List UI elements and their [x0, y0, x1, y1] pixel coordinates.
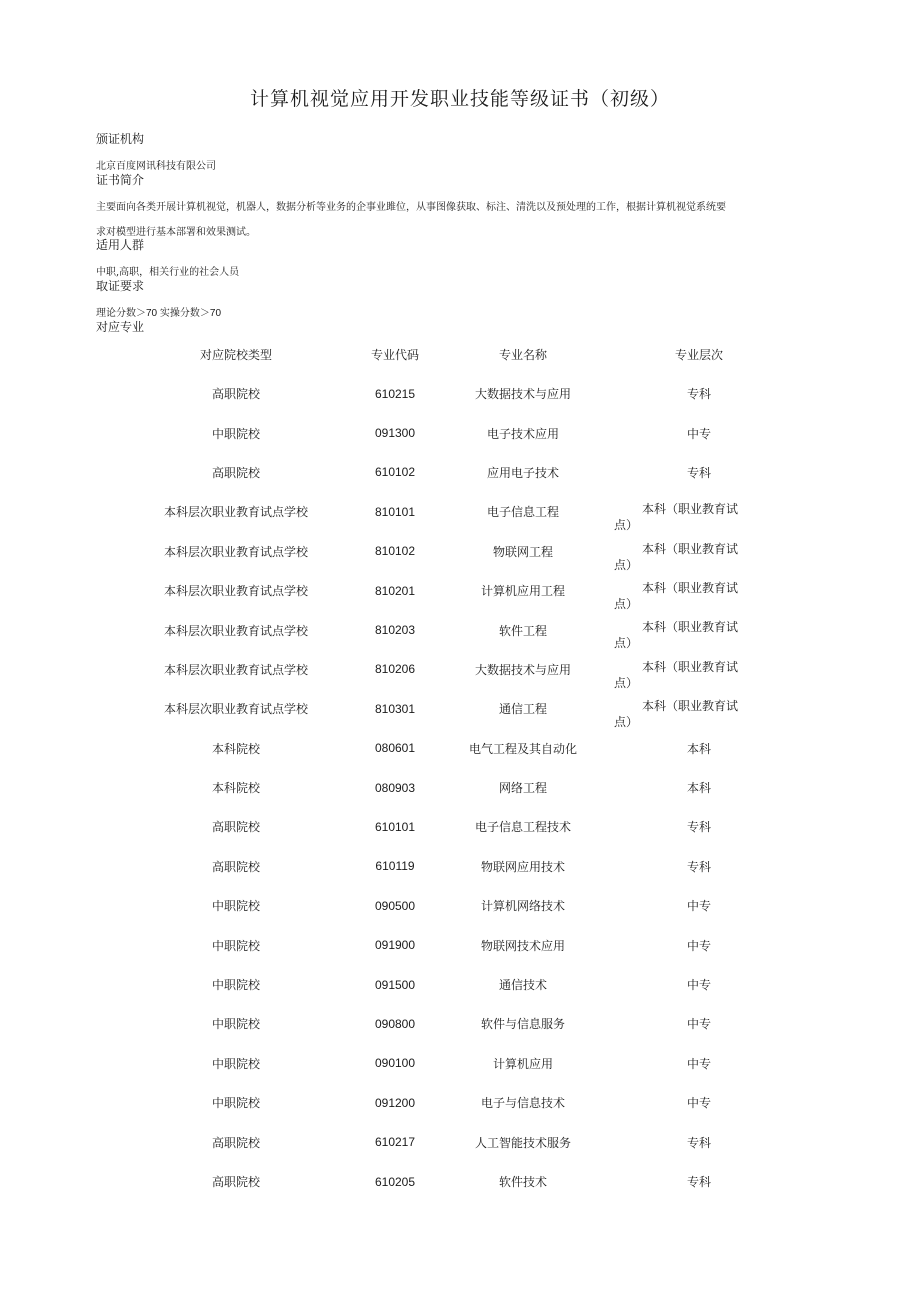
- table-row: [0, 847, 920, 886]
- table-row: [0, 729, 920, 768]
- table-row: [0, 610, 920, 649]
- cell-major-code: 091500: [374, 977, 416, 992]
- cell-major-level: 专科: [686, 1135, 711, 1150]
- table-row: [0, 1044, 920, 1083]
- cell-major-name: 人工智能技术服务: [474, 1135, 571, 1150]
- cell-major-level: [608, 610, 790, 649]
- cell-school-type: 本科院校: [211, 741, 260, 756]
- cell-major-code: 810206: [374, 662, 416, 677]
- issuer-label: 颁证机构: [96, 132, 145, 146]
- cell-major-code: 810102: [374, 544, 416, 559]
- cell-school-type: 高职院校: [211, 387, 260, 402]
- header-major-level: 专业层次: [674, 347, 723, 362]
- cell-major-code: 810203: [374, 623, 416, 638]
- cell-major-level: [608, 532, 790, 571]
- cell-major-name: 物联网应用技术: [480, 859, 565, 874]
- cell-major-code: 810101: [374, 504, 416, 519]
- cell-major-code: 810201: [374, 583, 416, 598]
- table-row: [0, 492, 920, 531]
- cell-major-level: 中专: [686, 1017, 711, 1032]
- cell-school-type: 本科层次职业教育试点学校: [163, 544, 308, 559]
- cell-major-level: [608, 571, 790, 610]
- cell-major-code: 610215: [374, 386, 416, 401]
- cell-school-type: 本科层次职业教育试点学校: [163, 702, 308, 717]
- cell-major-code: 091200: [374, 1095, 416, 1110]
- level-line-1: 本科（职业教育试: [642, 659, 739, 674]
- cell-major-level: 专科: [686, 859, 711, 874]
- table-row: [0, 925, 920, 964]
- cell-major-code: 091900: [374, 938, 416, 953]
- cell-school-type: 高职院校: [211, 820, 260, 835]
- cell-major-name: 物联网工程: [492, 544, 553, 559]
- cell-major-name: 大数据技术与应用: [474, 662, 571, 677]
- cell-major-level: 中专: [686, 978, 711, 993]
- cell-major-name: 电子与信息技术: [480, 1096, 565, 1111]
- issuer-value: 北京百度网讯科技有限公司: [96, 161, 216, 172]
- table-row: [0, 768, 920, 807]
- cell-school-type: 中职院校: [211, 938, 260, 953]
- cell-school-type: 高职院校: [211, 859, 260, 874]
- level-line-1: 本科（职业教育试: [642, 580, 739, 595]
- cell-major-code: 080903: [374, 780, 416, 795]
- intro-label: 证书简介: [96, 173, 145, 187]
- cell-major-level: 中专: [686, 938, 711, 953]
- table-row: [0, 453, 920, 492]
- cell-major-level: 专科: [686, 387, 711, 402]
- cell-major-code: 610205: [374, 1174, 416, 1189]
- cell-major-name: 应用电子技术: [486, 465, 559, 480]
- cell-major-level: 专科: [686, 1175, 711, 1189]
- requirement-label: 取证要求: [96, 279, 145, 293]
- cell-major-name: 网络工程: [498, 781, 547, 796]
- table-row: [0, 1004, 920, 1043]
- cell-major-code: 090800: [374, 1016, 416, 1031]
- cell-major-name: 计算机应用: [492, 1056, 553, 1071]
- level-line-1: 本科（职业教育试: [642, 541, 739, 556]
- cell-major-name: 电子信息工程技术: [474, 820, 571, 835]
- cell-major-level: [608, 689, 790, 728]
- intro-text-line-1: 主要面向各类开展计算机视觉，机器人，数据分析等业务的企事业雎位，从事图像获取、标注、清洗以及预处理的工作，根据计算机视觉系统要: [96, 202, 726, 213]
- cell-major-name: 计算机应用工程: [480, 584, 565, 599]
- table-row: [0, 1083, 920, 1122]
- level-line-2: 点）: [614, 636, 639, 651]
- cell-major-level: 专科: [686, 465, 711, 480]
- audience-value: 中职,高职，相关行业的社会人员: [96, 267, 240, 278]
- cell-school-type: 中职院校: [211, 1017, 260, 1032]
- majors-label: 对应专业: [96, 320, 145, 334]
- requirement-value: 理论分数＞70 实操分数＞70: [96, 308, 222, 319]
- header-major-name: 专业名称: [498, 347, 547, 362]
- level-line-2: 点）: [614, 715, 639, 730]
- cell-major-code: 080601: [374, 741, 416, 756]
- cell-major-code: 090100: [374, 1056, 416, 1071]
- cell-major-level: 本科: [686, 781, 711, 796]
- intro-text-line-2: 求对模型进行基本部署和效果测试。: [96, 227, 256, 238]
- cell-major-level: 本科: [686, 741, 711, 756]
- table-row: [0, 807, 920, 846]
- page-title: 计算机视觉应用开发职业技能等级证书（初级）: [249, 88, 670, 110]
- cell-major-level: 中专: [686, 1056, 711, 1071]
- table-row: [0, 689, 920, 728]
- cell-school-type: 高职院校: [211, 1135, 260, 1150]
- level-line-2: 点）: [614, 675, 639, 690]
- cell-school-type: 高职院校: [211, 465, 260, 480]
- cell-school-type: 中职院校: [211, 1096, 260, 1111]
- table-row: [0, 1122, 920, 1161]
- cell-major-name: 通信技术: [498, 978, 547, 993]
- header-school-type: 对应院校类型: [199, 347, 272, 362]
- cell-major-name: 电气工程及其自动化: [468, 741, 577, 756]
- cell-school-type: 中职院校: [211, 1056, 260, 1071]
- cell-major-name: 物联网技术应用: [480, 938, 565, 953]
- cell-major-code: 610119: [375, 859, 415, 874]
- cell-major-code: 090500: [374, 898, 416, 913]
- cell-school-type: 中职院校: [211, 899, 260, 914]
- cell-major-level: [608, 492, 790, 531]
- table-row: [0, 571, 920, 610]
- cell-major-name: 计算机网络技术: [480, 899, 565, 914]
- cell-major-name: 电子信息工程: [486, 505, 559, 520]
- header-major-code: 专业代码: [370, 347, 419, 362]
- cell-school-type: 本科层次职业教育试点学校: [163, 623, 308, 638]
- cell-major-level: 中专: [686, 426, 711, 441]
- cell-major-code: 610217: [374, 1135, 416, 1150]
- table-row: [0, 650, 920, 689]
- cell-major-code: 610102: [374, 465, 416, 480]
- level-line-2: 点）: [614, 518, 639, 533]
- table-header-row: [0, 334, 920, 374]
- cell-school-type: 中职院校: [211, 978, 260, 993]
- level-line-2: 点）: [614, 596, 639, 611]
- cell-school-type: 中职院校: [211, 426, 260, 441]
- level-line-2: 点）: [614, 557, 639, 572]
- majors-table: [0, 334, 920, 1201]
- cell-school-type: 本科层次职业教育试点学校: [163, 662, 308, 677]
- table-row: [0, 1162, 920, 1201]
- cell-major-level: 中专: [686, 1096, 711, 1111]
- table-row: [0, 374, 920, 413]
- cell-major-name: 大数据技术与应用: [474, 387, 571, 402]
- table-row: [0, 965, 920, 1004]
- cell-major-name: 通信工程: [498, 702, 547, 717]
- cell-major-name: 电子技术应用: [486, 426, 559, 441]
- cell-school-type: 本科院校: [211, 781, 260, 796]
- cell-school-type: 本科层次职业教育试点学校: [163, 505, 308, 520]
- cell-major-level: [608, 650, 790, 689]
- level-line-1: 本科（职业教育试: [642, 620, 739, 635]
- level-line-1: 本科（职业教育试: [642, 502, 739, 517]
- cell-major-name: 软件与信息服务: [480, 1017, 565, 1032]
- cell-major-level: 中专: [686, 899, 711, 914]
- cell-major-name: 软件技术: [498, 1175, 547, 1189]
- cell-major-code: 610101: [374, 819, 416, 834]
- audience-label: 适用人群: [96, 238, 145, 252]
- cell-school-type: 本科层次职业教育试点学校: [163, 584, 308, 599]
- table-row: [0, 532, 920, 571]
- cell-major-code: 091300: [374, 426, 416, 441]
- level-line-1: 本科（职业教育试: [642, 699, 739, 714]
- cell-major-code: 810301: [374, 701, 416, 716]
- table-row: [0, 413, 920, 452]
- cell-major-name: 软件工程: [498, 623, 547, 638]
- cell-school-type: 高职院校: [211, 1175, 260, 1189]
- table-row: [0, 886, 920, 925]
- cell-major-level: 专科: [686, 820, 711, 835]
